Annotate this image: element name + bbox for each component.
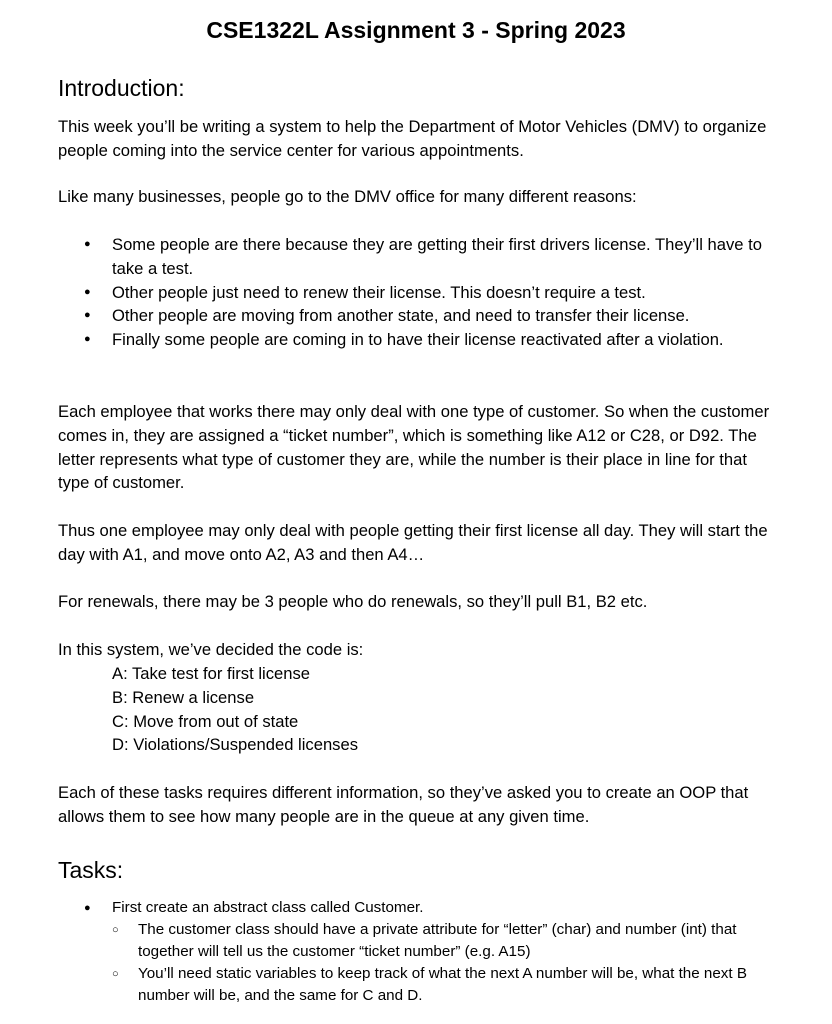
task-item-1: First create an abstract class called Customer. [112, 899, 424, 916]
tasks-list [84, 897, 774, 1007]
code-item-b: B: Renew a license [112, 687, 255, 707]
intro-paragraph-5: For renewals, there may be 3 people who do renewals, so they’ll pull B1, B2 etc. [58, 592, 648, 611]
code-item-a: A: Take test for first license [112, 664, 310, 683]
intro-paragraph-2: Like many businesses, people go to the DMV office for many different reasons: [58, 187, 637, 206]
intro-paragraph-1: This week you’ll be writing a system to help the Department of Motor Vehicles (DMV) to organize people coming into the service center for various appointments. [58, 117, 767, 160]
intro-paragraph-7: Each of these tasks requires different information, so they’ve asked you to create an OOP that allows them to see how many people are in the queue at any given time. [58, 783, 749, 826]
list-item: ● Other people just need to renew their license. This doesn’t require a test. [84, 281, 774, 305]
list-item: ● Other people are moving from another state, and need to transfer their license. [84, 304, 774, 328]
reasons-list [84, 233, 774, 352]
code-item-c: C: Move from out of state [112, 711, 299, 731]
sub-list-item: ○ The customer class should have a private attribute for “letter” (char) and number (int) that together will tell us the customer “ticket number” (e.g. A15) [84, 919, 774, 963]
intro-paragraph-4: Thus one employee may only deal with people getting their first license all day. They will start the day with A1, and move onto A2, A3 and then A4… [58, 521, 768, 564]
intro-paragraph-3: Each employee that works there may only deal with one type of customer. So when the customer comes in, they are assigned a “ticket number”, which is something like A12 or C28, or D92. The letter represents what type of customer they are, while the number is their place in line for that type of customer. [58, 402, 770, 493]
code-list [112, 662, 358, 757]
sub-list-item: ○ You’ll need static variables to keep track of what the next A number will be, what the next B number will be, and the same for C and D. [84, 963, 774, 1007]
tasks-heading: Tasks: [58, 857, 124, 883]
document-title: CSE1322L Assignment 3 - Spring 2023 [206, 17, 626, 43]
intro-paragraph-6: In this system, we’ve decided the code is: [58, 640, 364, 659]
list-item: ● Some people are there because they are getting their first drivers license. They’ll have to take a test. [84, 233, 774, 281]
sub-list [84, 919, 774, 1007]
list-item [84, 897, 774, 1007]
introduction-heading: Introduction: [58, 75, 185, 101]
code-item-d: D: Violations/Suspended licenses [112, 735, 358, 755]
list-item: ● Finally some people are coming in to have their license reactivated after a violation. [84, 328, 774, 352]
